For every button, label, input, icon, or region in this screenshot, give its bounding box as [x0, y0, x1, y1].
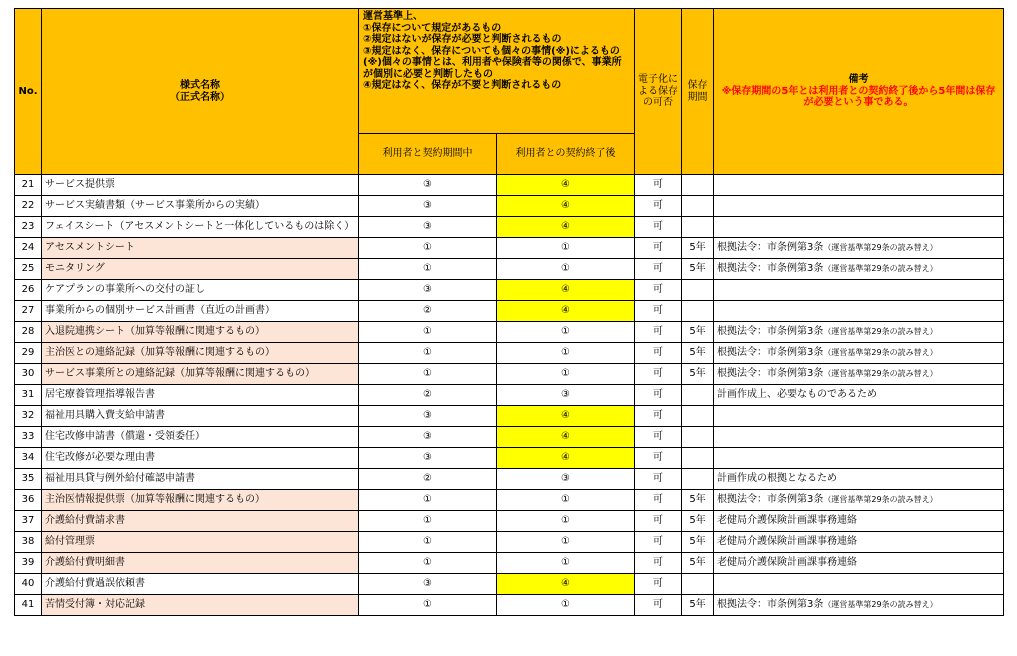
document-retention-table [14, 8, 1004, 616]
row-no: 24 [15, 238, 42, 259]
row-retention-period [682, 574, 714, 595]
row-no: 38 [15, 532, 42, 553]
row-during-contract: ① [359, 553, 497, 574]
header-no: No. [15, 9, 42, 175]
row-retention-period [682, 301, 714, 322]
row-during-contract: ③ [359, 574, 497, 595]
row-digital: 可 [635, 406, 682, 427]
row-no: 34 [15, 448, 42, 469]
row-remark [714, 406, 1004, 427]
row-remark-text: 根拠法令：市条例第3条 [717, 368, 824, 380]
row-during-contract: ③ [359, 280, 497, 301]
row-after-contract: ④ [497, 406, 635, 427]
row-retention-period: 5年 [682, 322, 714, 343]
table-row [15, 448, 1004, 469]
row-digital: 可 [635, 595, 682, 616]
row-during-contract: ① [359, 259, 497, 280]
row-after-contract: ① [497, 532, 635, 553]
row-during-contract: ① [359, 511, 497, 532]
row-after-contract: ④ [497, 280, 635, 301]
row-digital: 可 [635, 511, 682, 532]
table-row [15, 301, 1004, 322]
table-row [15, 427, 1004, 448]
row-retention-period: 5年 [682, 595, 714, 616]
row-retention-period [682, 469, 714, 490]
row-form-name: 住宅改修申請書（償還・受領委任） [42, 427, 359, 448]
row-retention-period [682, 280, 714, 301]
row-no: 37 [15, 511, 42, 532]
row-remark [714, 217, 1004, 238]
row-retention-period: 5年 [682, 490, 714, 511]
row-remark-text: 根拠法令：市条例第3条 [717, 263, 824, 275]
row-during-contract: ① [359, 595, 497, 616]
row-digital: 可 [635, 301, 682, 322]
table-row [15, 469, 1004, 490]
row-remark-text: 根拠法令：市条例第3条 [717, 347, 824, 359]
row-remark-note: （運営基準第29条の読み替え） [823, 495, 938, 505]
row-digital: 可 [635, 259, 682, 280]
row-no: 30 [15, 364, 42, 385]
row-retention-period: 5年 [682, 238, 714, 259]
row-remark [714, 469, 1004, 490]
row-no: 36 [15, 490, 42, 511]
row-digital: 可 [635, 217, 682, 238]
row-form-name: 介護給付費過誤依頼書 [42, 574, 359, 595]
row-form-name: サービス事業所との連絡記録（加算等報酬に関連するもの） [42, 364, 359, 385]
row-digital: 可 [635, 385, 682, 406]
table-row [15, 196, 1004, 217]
header-row [15, 9, 1004, 134]
row-remark [714, 238, 1004, 259]
header-during-contract: 利用者と契約期間中 [359, 134, 497, 175]
row-after-contract: ① [497, 364, 635, 385]
row-remark [714, 322, 1004, 343]
row-retention-period [682, 448, 714, 469]
table-row [15, 532, 1004, 553]
row-no: 31 [15, 385, 42, 406]
row-form-name: 主治医情報提供票（加算等報酬に関連するもの） [42, 490, 359, 511]
row-form-name: ケアプランの事業所への交付の証し [42, 280, 359, 301]
table-row [15, 490, 1004, 511]
table-row [15, 574, 1004, 595]
row-remark-note: （運営基準第29条の読み替え） [823, 243, 938, 253]
table-row [15, 238, 1004, 259]
table-row [15, 175, 1004, 196]
row-remark [714, 301, 1004, 322]
row-during-contract: ③ [359, 175, 497, 196]
row-remark-note: （運営基準第29条の読み替え） [823, 600, 938, 610]
row-remark-text: 根拠法令：市条例第3条 [717, 242, 824, 254]
row-after-contract: ① [497, 259, 635, 280]
row-digital: 可 [635, 322, 682, 343]
header-digital: 電子化による保存の可否 [635, 9, 682, 175]
row-retention-period: 5年 [682, 364, 714, 385]
row-remark [714, 427, 1004, 448]
row-after-contract: ① [497, 490, 635, 511]
row-form-name: 介護給付費請求書 [42, 511, 359, 532]
row-no: 25 [15, 259, 42, 280]
row-no: 39 [15, 553, 42, 574]
header-rules [359, 9, 635, 134]
rules-line: ③規定はなく、保存についても個々の事情(※)によるもの [363, 45, 620, 57]
row-remark-note: （運営基準第29条の読み替え） [823, 348, 938, 358]
rules-line: (※)個々の事情とは、利用者や保険者等の関係で、事業所が個別に必要と判断したもの [363, 57, 622, 80]
row-no: 26 [15, 280, 42, 301]
header-form-name-line2: （正式名称） [170, 91, 230, 103]
row-during-contract: ② [359, 301, 497, 322]
row-digital: 可 [635, 532, 682, 553]
row-during-contract: ③ [359, 448, 497, 469]
row-form-name: フェイスシート（アセスメントシートと一体化しているものは除く） [42, 217, 359, 238]
row-form-name: アセスメントシート [42, 238, 359, 259]
row-digital: 可 [635, 553, 682, 574]
row-retention-period: 5年 [682, 532, 714, 553]
row-form-name: 給付管理票 [42, 532, 359, 553]
row-after-contract: ④ [497, 574, 635, 595]
row-digital: 可 [635, 490, 682, 511]
row-after-contract: ③ [497, 385, 635, 406]
row-digital: 可 [635, 343, 682, 364]
row-no: 29 [15, 343, 42, 364]
row-during-contract: ③ [359, 217, 497, 238]
row-remark [714, 448, 1004, 469]
row-remark-note: （運営基準第29条の読み替え） [823, 369, 938, 379]
row-form-name: 住宅改修が必要な理由書 [42, 448, 359, 469]
row-no: 41 [15, 595, 42, 616]
row-remark [714, 259, 1004, 280]
row-remark [714, 553, 1004, 574]
header-remarks-note: ※保存期間の5年とは利用者との契約終了後から5年間は保存が必要という事である。 [721, 85, 996, 109]
row-during-contract: ② [359, 469, 497, 490]
row-remark [714, 511, 1004, 532]
row-retention-period [682, 385, 714, 406]
row-remark-text: 根拠法令：市条例第3条 [717, 494, 824, 506]
row-after-contract: ④ [497, 427, 635, 448]
row-no: 35 [15, 469, 42, 490]
row-digital: 可 [635, 196, 682, 217]
row-digital: 可 [635, 238, 682, 259]
row-retention-period [682, 175, 714, 196]
row-after-contract: ① [497, 553, 635, 574]
row-during-contract: ③ [359, 196, 497, 217]
row-after-contract: ④ [497, 448, 635, 469]
header-form-name [42, 9, 359, 175]
row-remark-text: 老健局介護保険計画課事務連絡 [717, 515, 858, 527]
row-retention-period: 5年 [682, 511, 714, 532]
row-digital: 可 [635, 448, 682, 469]
table-row [15, 217, 1004, 238]
row-remark [714, 343, 1004, 364]
row-remark [714, 385, 1004, 406]
header-retention: 保存期間 [682, 9, 714, 175]
row-remark [714, 280, 1004, 301]
row-during-contract: ① [359, 322, 497, 343]
row-form-name: 入退院連携シート（加算等報酬に関連するもの） [42, 322, 359, 343]
row-form-name: サービス実績書類（サービス事業所からの実績） [42, 196, 359, 217]
row-retention-period: 5年 [682, 343, 714, 364]
row-remark [714, 175, 1004, 196]
row-remark-note: （運営基準第29条の読み替え） [823, 264, 938, 274]
row-form-name: 主治医との連絡記録（加算等報酬に関連するもの） [42, 343, 359, 364]
row-after-contract: ④ [497, 175, 635, 196]
row-form-name: 事業所からの個別サービス計画書（直近の計画書） [42, 301, 359, 322]
table-row [15, 280, 1004, 301]
row-during-contract: ① [359, 532, 497, 553]
table-row [15, 553, 1004, 574]
rules-line: ②規定はないが保存が必要と判断されるもの [363, 34, 562, 45]
row-retention-period: 5年 [682, 259, 714, 280]
row-remark [714, 196, 1004, 217]
row-no: 33 [15, 427, 42, 448]
row-remark-text: 老健局介護保険計画課事務連絡 [717, 557, 858, 569]
row-after-contract: ④ [497, 301, 635, 322]
rules-line: ①保存について規定があるもの [363, 22, 502, 34]
row-digital: 可 [635, 469, 682, 490]
row-retention-period [682, 196, 714, 217]
table-row [15, 511, 1004, 532]
header-remarks [714, 9, 1004, 175]
row-retention-period [682, 427, 714, 448]
rules-line: ④規定はなく、保存が不要と判断されるもの [363, 80, 562, 91]
row-remark [714, 574, 1004, 595]
row-no: 32 [15, 406, 42, 427]
row-digital: 可 [635, 175, 682, 196]
rules-line: 運営基準上、 [363, 11, 423, 22]
row-remark-text: 根拠法令：市条例第3条 [717, 599, 824, 611]
row-remark-text: 根拠法令：市条例第3条 [717, 326, 824, 338]
header-after-contract: 利用者との契約終了後 [497, 134, 635, 175]
table-row [15, 343, 1004, 364]
row-remark-text: 老健局介護保険計画課事務連絡 [717, 536, 858, 548]
row-no: 27 [15, 301, 42, 322]
row-digital: 可 [635, 364, 682, 385]
row-retention-period [682, 217, 714, 238]
row-no: 21 [15, 175, 42, 196]
row-after-contract: ④ [497, 196, 635, 217]
row-during-contract: ③ [359, 406, 497, 427]
row-remark-text: 計画作成の根拠となるため [717, 473, 838, 485]
row-after-contract: ① [497, 595, 635, 616]
table-row [15, 406, 1004, 427]
row-remark [714, 490, 1004, 511]
row-after-contract: ① [497, 343, 635, 364]
row-during-contract: ① [359, 364, 497, 385]
row-after-contract: ④ [497, 217, 635, 238]
row-after-contract: ① [497, 511, 635, 532]
row-during-contract: ① [359, 343, 497, 364]
row-form-name: 福祉用具購入費支給申請書 [42, 406, 359, 427]
row-form-name: モニタリング [42, 259, 359, 280]
row-after-contract: ① [497, 238, 635, 259]
row-form-name: 介護給付費明細書 [42, 553, 359, 574]
row-retention-period [682, 406, 714, 427]
row-during-contract: ① [359, 238, 497, 259]
table-row [15, 595, 1004, 616]
row-no: 22 [15, 196, 42, 217]
row-during-contract: ③ [359, 427, 497, 448]
table-row [15, 259, 1004, 280]
header-form-name-line1: 様式名称 [180, 80, 220, 91]
row-remark [714, 364, 1004, 385]
header-remarks-title: 備考 [848, 74, 869, 86]
row-digital: 可 [635, 574, 682, 595]
row-remark [714, 532, 1004, 553]
row-form-name: 居宅療養管理指導報告書 [42, 385, 359, 406]
row-digital: 可 [635, 427, 682, 448]
row-no: 23 [15, 217, 42, 238]
row-no: 28 [15, 322, 42, 343]
row-after-contract: ③ [497, 469, 635, 490]
row-remark-text: 計画作成上、必要なものであるため [717, 389, 878, 401]
row-form-name: 苦情受付簿・対応記録 [42, 595, 359, 616]
row-after-contract: ① [497, 322, 635, 343]
row-during-contract: ② [359, 385, 497, 406]
row-during-contract: ① [359, 490, 497, 511]
row-no: 40 [15, 574, 42, 595]
table-row [15, 322, 1004, 343]
row-digital: 可 [635, 280, 682, 301]
table-row [15, 364, 1004, 385]
table-row [15, 385, 1004, 406]
row-retention-period: 5年 [682, 553, 714, 574]
row-remark-note: （運営基準第29条の読み替え） [823, 327, 938, 337]
row-form-name: サービス提供票 [42, 175, 359, 196]
row-form-name: 福祉用具貸与例外給付確認申請書 [42, 469, 359, 490]
row-remark [714, 595, 1004, 616]
